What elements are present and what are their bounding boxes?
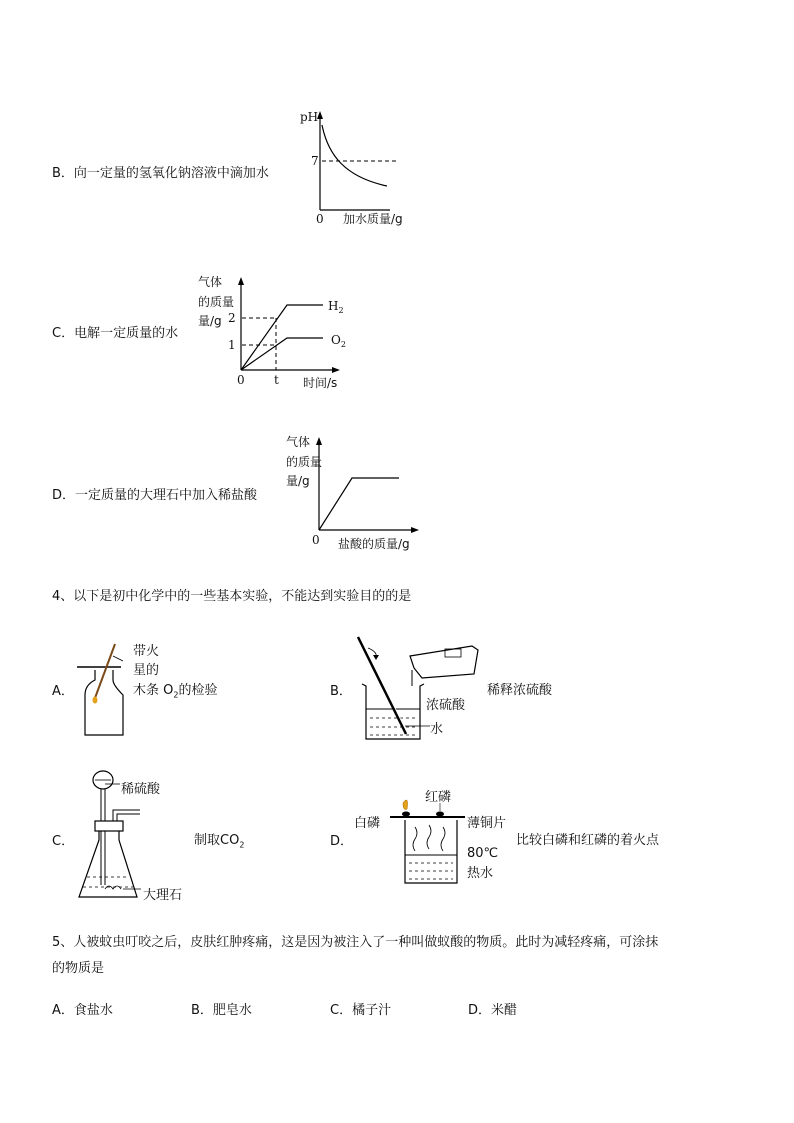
svg-text:的质量: 的质量 xyxy=(286,455,323,469)
q5-stem-line1: 5、人被蚊虫叮咬之后，皮肤红肿疼痛，这是因为被注入了一种叫做蚁酸的物质。此时为减轻疼痛，可涂抹 xyxy=(52,935,659,950)
q5-option-a[interactable]: A．食盐水 xyxy=(52,1003,113,1018)
q4-stem: 4、以下是初中化学中的一些基本实验，不能达到实验目的的是 xyxy=(52,589,412,604)
gas-curve xyxy=(319,478,399,530)
q3-option-b-graph xyxy=(300,105,420,235)
q4-d-copper-label: 薄铜片 xyxy=(467,816,507,831)
q4-b-water-label: 水 xyxy=(430,722,444,737)
q4-c-caption: 制取$CO_2$ xyxy=(194,833,245,850)
q4-option-a-letter: A． xyxy=(52,684,74,699)
q4-d-caption: 比较白磷和红磷的着火点 xyxy=(516,833,660,848)
q4-b-caption: 稀释浓硫酸 xyxy=(487,683,553,698)
q4-option-c-letter: C． xyxy=(52,834,75,849)
svg-text:量/g: 量/g xyxy=(286,474,310,488)
x-axis-label: 加水质量/g xyxy=(343,212,403,226)
q3-option-d-graph xyxy=(284,430,434,555)
q4-d-hot-water-label: 热水 xyxy=(467,866,494,881)
q4-c-marble-label: 大理石 xyxy=(143,888,183,903)
q3-option-c-text: C．电解一定质量的水 xyxy=(52,326,179,341)
ph-curve xyxy=(322,125,387,186)
svg-text:t: t xyxy=(274,373,279,387)
q4-b-acid-label: 浓硫酸 xyxy=(426,698,466,713)
q3-option-c-graph xyxy=(195,270,365,395)
origin-label: 0 xyxy=(316,212,324,226)
svg-text:1: 1 xyxy=(228,338,236,352)
q4-d-white-p-label: 白磷 xyxy=(354,816,381,831)
q3-option-b-text: B．向一定量的氢氧化钠溶液中滴加水 xyxy=(52,166,269,181)
ph-axis-label: pH xyxy=(300,110,319,124)
svg-text:0: 0 xyxy=(312,533,320,547)
o2-line xyxy=(241,338,323,370)
svg-text:2: 2 xyxy=(228,311,236,325)
q4-c-acid-label: 稀硫酸 xyxy=(121,782,161,797)
q4-d-red-p-label: 红磷 xyxy=(425,790,452,805)
svg-text:O2: $O_2$ xyxy=(331,333,346,349)
q5-option-d[interactable]: D．米醋 xyxy=(468,1003,518,1018)
q4-b-dilution-diagram xyxy=(350,634,490,744)
q5-option-b[interactable]: B．肥皂水 xyxy=(191,1003,252,1018)
svg-text:的质量: 的质量 xyxy=(198,295,235,309)
q5-stem-line2: 的物质是 xyxy=(52,961,105,976)
svg-text:气体: 气体 xyxy=(286,435,311,449)
q4-option-d-letter: D． xyxy=(330,834,354,849)
svg-text:量/g: 量/g xyxy=(198,314,222,328)
q5-option-c[interactable]: C．橘子汁 xyxy=(330,1003,392,1018)
svg-text:0: 0 xyxy=(237,373,245,387)
svg-text:时间/s: 时间/s xyxy=(303,376,338,390)
svg-text:H2: $H_2$ xyxy=(328,299,344,315)
q4-d-temp-label: 80℃ xyxy=(467,846,499,861)
q4-option-b-letter: B． xyxy=(330,684,352,699)
ph7-tick: 7 xyxy=(311,154,319,168)
svg-text:盐酸的质量/g: 盐酸的质量/g xyxy=(338,537,410,551)
q3-option-d-text: D．一定质量的大理石中加入稀盐酸 xyxy=(52,488,258,503)
svg-text:气体: 气体 xyxy=(198,275,223,289)
q4-a-label: 木条 $O_2$的检验 xyxy=(133,683,218,700)
